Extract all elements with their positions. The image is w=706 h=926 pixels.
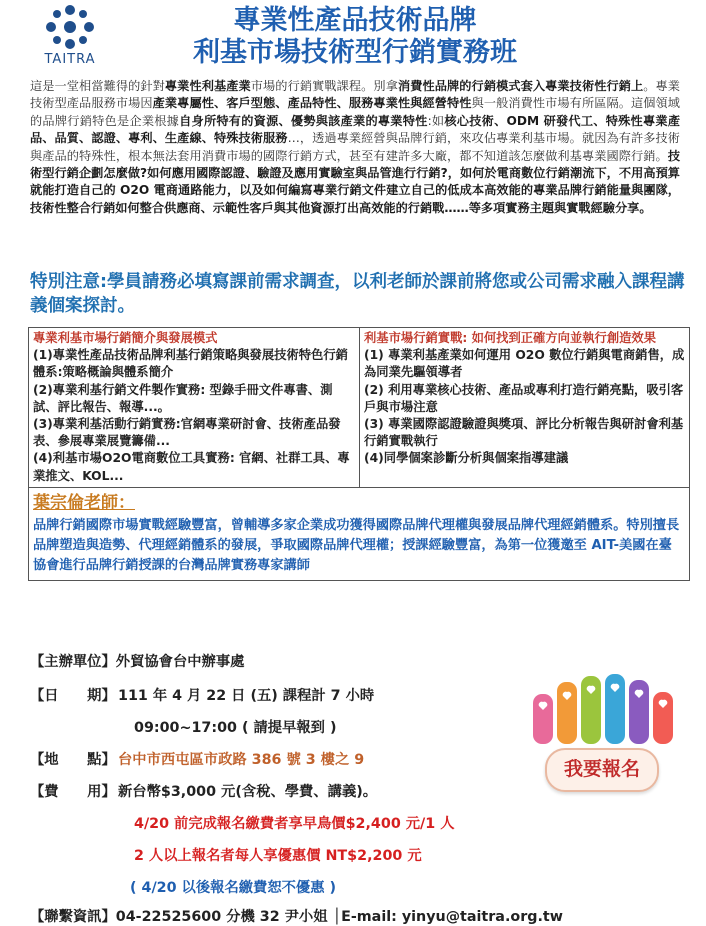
early-bird-price: 4/20 前完成報名繳費者享早鳥價$2,400 元/1 人	[134, 816, 455, 832]
intro-text: 市場的行銷實戰課程。別拿	[250, 79, 398, 93]
teacher-section	[29, 487, 689, 580]
logo-text: TAITRA	[44, 52, 96, 67]
outline-right-column	[359, 328, 689, 487]
contact-label: 【聯繫資訊】	[30, 909, 116, 925]
date-value: 111 年 4 月 22 日 (五) 課程計 7 小時	[118, 688, 375, 704]
outline-item: (3) 專業國際認證驗證與獎項、評比分析報告與研討會利基行銷實戰執行	[364, 417, 684, 449]
date-row	[30, 685, 374, 705]
intro-bold-text: 技術型行銷企劃怎麼做?如何應用國際認證、驗證及應用實驗室與品管進行行銷?，如何於電商數位行銷潮流下，不用高預算就能打造自己的 O2O 電商通路能力，以及如何編寫專業行銷文件建立自己的低成本高效能的專業品牌行銷能量與團隊，技術性整合行銷如何整合供應商、示範性客戶與其他資源打出高效能的行銷戰……等多項實務主題與實戰經驗分享。	[30, 148, 680, 215]
special-notice: 特別注意:學員請務必填寫課前需求調查，以利老師於課前將您或公司需求融入課程講義個案探討。	[30, 272, 685, 316]
teacher-bio: 品牌行銷國際市場實戰經驗豐富，曾輔導多家企業成功獲得國際品牌代理權與發展品牌代理經銷體系。特別擅長品牌塑造與造勢、代理經銷體系的發展，爭取國際品牌代理權；授課經驗豐富，為第一位獲邀至 AIT-美國在臺協會進行品牌行銷授課的台灣品牌實務專家講師	[33, 517, 680, 573]
outline-item: (2)專業利基行銷文件製作實務: 型錄手冊文件專書、測試、評比報告、報導...。	[33, 382, 333, 414]
organizer-value: 外貿協會台中辦事處	[115, 654, 245, 670]
intro-bold-text: 產業專屬性、客戶型態、產品特性、服務專業性與經營特性	[152, 96, 472, 111]
location-row	[30, 749, 364, 769]
signup-button[interactable]: 我要報名	[545, 748, 659, 792]
left-column-heading: 專業利基市場行銷簡介與發展模式	[33, 331, 218, 345]
time-value: 09:00~17:00 ( 請提早報到 )	[134, 720, 337, 736]
intro-text: 這是一堂相當難得的針對	[30, 79, 165, 93]
outline-item: (4)利基市場O2O電商數位工具實務: 官網、社群工具、專業推文、KOL...	[33, 451, 350, 483]
outline-item: (2) 利用專業核心技術、產品或專利打造行銷亮點，吸引客戶與市場注意	[364, 382, 684, 414]
intro-text: :如	[427, 113, 445, 128]
intro-paragraph	[30, 78, 680, 217]
intro-text: 。專業技術型產品服務市場因	[30, 79, 680, 111]
organizer-label: 【主辦單位】	[30, 654, 116, 670]
intro-bold-text: 自身所特有的資源、優勢與該產業的專業特性	[179, 113, 428, 128]
location-label: 【地 點】	[30, 752, 116, 768]
contact-row	[30, 906, 563, 926]
organizer-row	[30, 651, 244, 671]
location-value: 台中市西屯區市政路 386 號 3 樓之 9	[118, 752, 365, 768]
date-label: 【日 期】	[30, 688, 116, 704]
intro-bold-text: 核心技術、ODM 研發代工、特殊性專業產品、品質、認證、專利、生產線、特殊技術服務	[30, 113, 681, 146]
outline-item: (4)同學個案診斷分析與個案指導建議	[364, 451, 569, 466]
fee-value: 新台幣$3,000 元(含稅、學費、講義)。	[118, 784, 378, 800]
right-column-heading: 利基市場行銷實戰: 如何找到正確方向並執行創造效果	[364, 331, 657, 345]
outline-item: (3)專業利基活動行銷實務:官網專業研討會、技術產品發表、參展專業展覽籌備...	[33, 417, 341, 449]
outline-item: (1)專業性產品技術品牌利基行銷策略與發展技術特色行銷體系:策略概論與體系簡介	[33, 348, 348, 380]
late-notice: ( 4/20 以後報名繳費恕不優惠 )	[130, 880, 337, 896]
fee-row	[30, 781, 377, 801]
teacher-name: 葉宗倫老師：	[33, 492, 135, 513]
page-title-line2: 利基市場技術型行銷實務班	[193, 37, 517, 68]
contact-value: 04-22525600 分機 32 尹小姐 │E-mail: yinyu@taitra.org.tw	[115, 909, 563, 925]
intro-text: 與一般消費性市場有所區隔。這個領域的品牌行銷特色是企業根據	[30, 96, 680, 128]
outline-left-column	[29, 328, 359, 487]
fee-label: 【費 用】	[30, 784, 116, 800]
outline-item: (1) 專業利基產業如何運用 O2O 數位行銷與電商銷售，成為同業先驅領導者	[364, 348, 685, 380]
intro-bold-text: 專業性利基產業	[164, 79, 251, 93]
intro-bold-text: 消費性品牌的行銷模式套入專業技術性行銷上	[397, 79, 644, 93]
course-outline-table	[28, 327, 690, 581]
page-title-line1: 專業性產品技術品牌	[233, 5, 477, 36]
group-price: 2 人以上報名者每人享優惠價 NT$2,200 元	[134, 848, 422, 864]
taitra-logo	[30, 4, 110, 67]
taitra-logo-icon	[41, 4, 99, 50]
intro-text: …，透過專業經營與品牌行銷，來攻佔專業利基市場。就因為有許多技術與產品的特殊性，根本無法套用消費市場的國際行銷方式，甚至有建許多大廠，都不知道該怎麼做利基專業國際行銷。	[30, 131, 680, 163]
